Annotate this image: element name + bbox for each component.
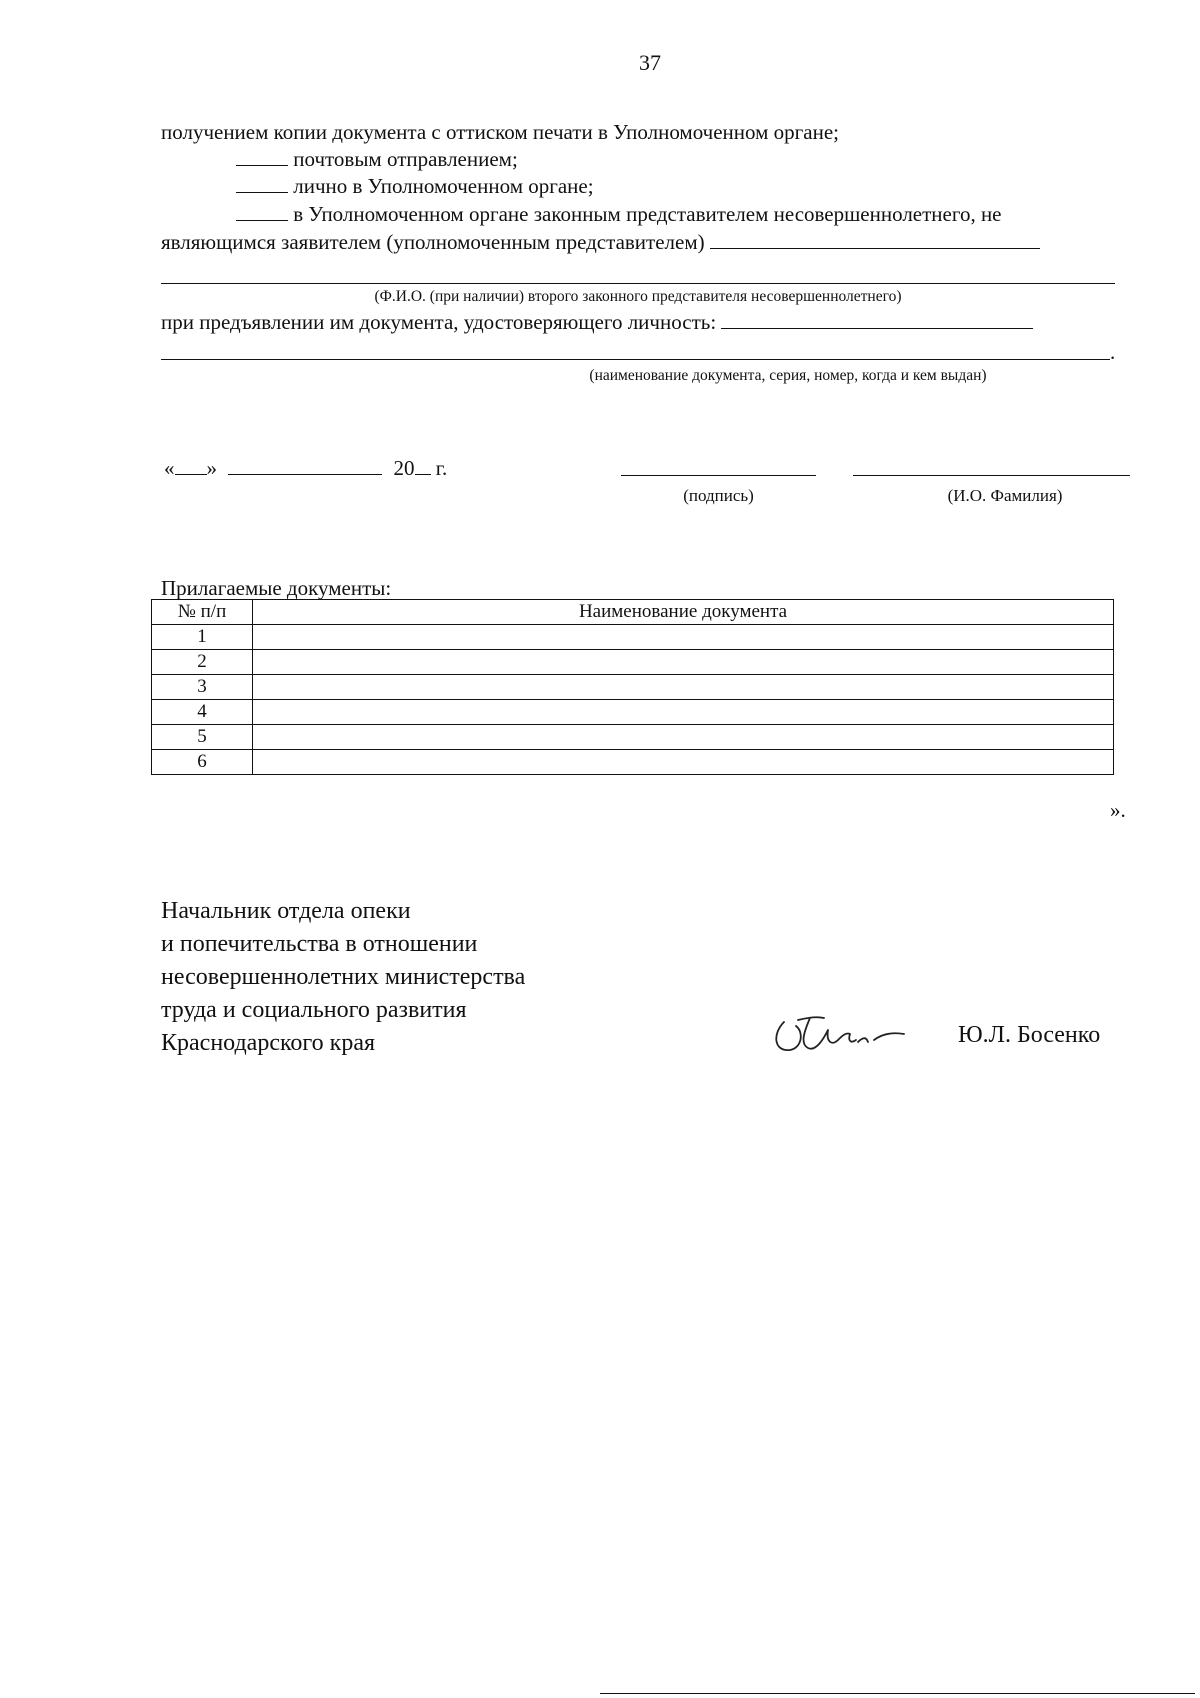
row-document-name-cell: [253, 675, 1114, 700]
year-prefix: 20: [393, 456, 415, 480]
row-document-name-cell: [253, 725, 1114, 750]
closing-quote-mark: ».: [1110, 798, 1126, 822]
table-row: [152, 650, 1114, 675]
table-row: [152, 675, 1114, 700]
attachments-title: Прилагаемые документы:: [161, 576, 392, 600]
row-number: 4: [152, 700, 253, 725]
signature-line: [621, 475, 816, 476]
row-document-name-cell: [253, 650, 1114, 675]
row-number: 5: [152, 725, 253, 750]
identity-document-blank: [721, 310, 1033, 329]
identity-document-period: .: [1110, 340, 1116, 364]
day-blank: [175, 456, 207, 475]
representative-option-blank: [236, 202, 288, 221]
row-number: 1: [152, 625, 253, 650]
year-blank: [415, 456, 431, 475]
signature-caption: (подпись): [683, 486, 754, 505]
attachments-table: [151, 599, 1114, 775]
identity-document-caption: (наименование документа, серия, номер, когда и кем выдан): [589, 367, 987, 384]
representative-option-label: в Уполномоченном органе законным представителем несовершеннолетнего, не: [293, 202, 1002, 226]
column-header-document-name: Наименование документа: [253, 600, 1114, 625]
footer-rule: [600, 1693, 1195, 1694]
page-number: 37: [639, 50, 661, 75]
signatory-position-line: Краснодарского края: [161, 1030, 376, 1056]
identity-document-label: при предъявлении им документа, удостоверяющего личность:: [161, 310, 717, 334]
date-open-quote: «: [164, 456, 175, 480]
name-line: [853, 475, 1130, 476]
signatory-position-line: и попечительства в отношении: [161, 931, 478, 957]
signatory-position-line: труда и социального развития: [161, 997, 467, 1023]
date-field: [164, 455, 447, 481]
table-row: [152, 725, 1114, 750]
delivery-copy-line: получением копии документа с оттиском печати в Уполномоченном органе;: [161, 120, 839, 144]
identity-document-details-line: [161, 359, 1110, 360]
second-representative-line: [161, 283, 1115, 284]
representative-name-blank: [710, 230, 1040, 249]
month-blank: [228, 456, 382, 475]
second-representative-caption: (Ф.И.О. (при наличии) второго законного представителя несовершеннолетнего): [374, 288, 902, 305]
date-close-quote: »: [206, 456, 217, 480]
identity-document-line: [161, 309, 1033, 335]
column-header-number: № п/п: [152, 600, 253, 625]
delivery-mail-option: [236, 146, 518, 172]
signatory-position-line: несовершеннолетних министерства: [161, 964, 526, 990]
delivery-representative-option: [236, 201, 1002, 227]
representative-line: [161, 229, 1040, 255]
row-number: 3: [152, 675, 253, 700]
table-header-row: [152, 600, 1114, 625]
table-row: [152, 700, 1114, 725]
representative-label: являющимся заявителем (уполномоченным представителем): [161, 230, 705, 254]
row-document-name-cell: [253, 750, 1114, 775]
mail-option-blank: [236, 147, 288, 166]
row-document-name-cell: [253, 625, 1114, 650]
signatory-position-line: Начальник отдела опеки: [161, 898, 411, 924]
table-row: [152, 750, 1114, 775]
personal-option-label: лично в Уполномоченном органе;: [293, 174, 594, 198]
name-caption: (И.О. Фамилия): [947, 486, 1063, 505]
mail-option-label: почтовым отправлением;: [293, 147, 518, 171]
signatory-name: Ю.Л. Босенко: [958, 1022, 1101, 1048]
table-row: [152, 625, 1114, 650]
row-number: 2: [152, 650, 253, 675]
row-document-name-cell: [253, 700, 1114, 725]
personal-option-blank: [236, 174, 288, 193]
signatory-position: [161, 895, 525, 1060]
row-number: 6: [152, 750, 253, 775]
handwritten-signature: [770, 1012, 910, 1062]
year-suffix: г.: [435, 456, 448, 480]
delivery-personal-option: [236, 173, 594, 199]
